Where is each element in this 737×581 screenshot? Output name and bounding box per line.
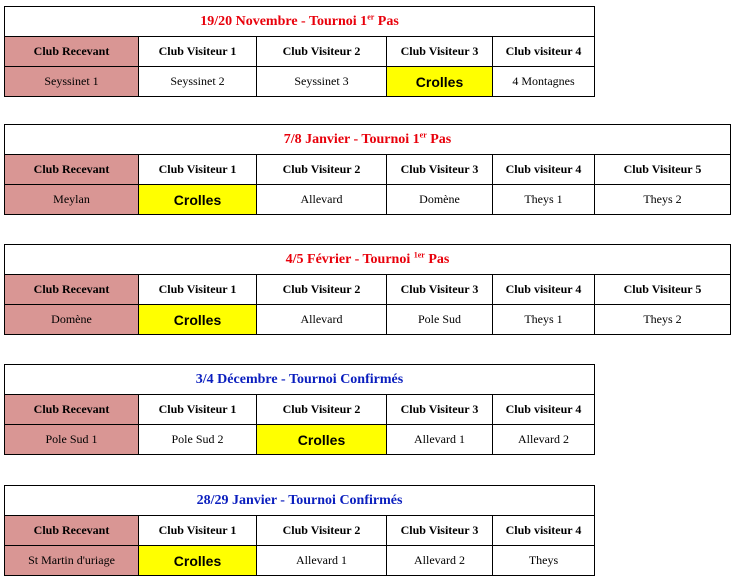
- table-title: 28/29 Janvier - Tournoi Confirmés: [5, 486, 595, 516]
- club-cell: Theys 2: [595, 305, 731, 335]
- header-row: [5, 395, 595, 425]
- highlighted-club-cell: Crolles: [139, 305, 257, 335]
- host-club-cell: Domène: [5, 305, 139, 335]
- header-cell: Club Visiteur 3: [387, 275, 493, 305]
- header-cell: Club Visiteur 2: [257, 395, 387, 425]
- header-cell: Club visiteur 4: [493, 275, 595, 305]
- header-row: [5, 275, 731, 305]
- highlighted-club-cell: Crolles: [387, 67, 493, 97]
- table-title: 19/20 Novembre - Tournoi 1er Pas: [5, 7, 595, 37]
- table-title: 4/5 Février - Tournoi $^{1er}$ Pas: [5, 245, 731, 275]
- table-row: [5, 67, 595, 97]
- table-row: [5, 546, 595, 576]
- table-title: 7/8 Janvier - Tournoi 1er Pas: [5, 125, 731, 155]
- table-title: 3/4 Décembre - Tournoi Confirmés: [5, 365, 595, 395]
- header-cell: Club Visiteur 1: [139, 516, 257, 546]
- header-cell: Club visiteur 4: [493, 516, 595, 546]
- header-cell: Club Visiteur 2: [257, 37, 387, 67]
- header-cell: Club Visiteur 3: [387, 37, 493, 67]
- club-cell: Allevard 1: [387, 425, 493, 455]
- header-cell: Club Recevant: [5, 395, 139, 425]
- header-cell: Club Visiteur 1: [139, 37, 257, 67]
- schedule-table-1: [4, 6, 595, 97]
- club-cell: Seyssinet 3: [257, 67, 387, 97]
- club-cell: Theys: [493, 546, 595, 576]
- club-cell: Allevard 2: [493, 425, 595, 455]
- highlighted-club-cell: Crolles: [257, 425, 387, 455]
- header-cell: Club Visiteur 5: [595, 275, 731, 305]
- highlighted-club-cell: Crolles: [139, 185, 257, 215]
- schedule-table-4: [4, 364, 595, 455]
- club-cell: Allevard: [257, 185, 387, 215]
- header-cell: Club Recevant: [5, 516, 139, 546]
- club-cell: Pole Sud 2: [139, 425, 257, 455]
- table-row: [5, 305, 731, 335]
- header-cell: Club Visiteur 5: [595, 155, 731, 185]
- host-club-cell: Pole Sud 1: [5, 425, 139, 455]
- club-cell: 4 Montagnes: [493, 67, 595, 97]
- host-club-cell: Seyssinet 1: [5, 67, 139, 97]
- header-cell: Club Recevant: [5, 37, 139, 67]
- header-cell: Club Visiteur 3: [387, 155, 493, 185]
- club-cell: Theys 1: [493, 305, 595, 335]
- schedule-table-3: [4, 244, 731, 335]
- club-cell: Allevard: [257, 305, 387, 335]
- header-cell: Club Recevant: [5, 275, 139, 305]
- header-cell: Club Visiteur 3: [387, 516, 493, 546]
- header-cell: Club Visiteur 2: [257, 275, 387, 305]
- header-cell: Club Visiteur 1: [139, 395, 257, 425]
- header-row: [5, 155, 731, 185]
- header-cell: Club Visiteur 3: [387, 395, 493, 425]
- header-cell: Club Visiteur 2: [257, 155, 387, 185]
- table-row: [5, 185, 731, 215]
- club-cell: Allevard 1: [257, 546, 387, 576]
- header-row: [5, 37, 595, 67]
- club-cell: Domène: [387, 185, 493, 215]
- club-cell: Theys 1: [493, 185, 595, 215]
- club-cell: Pole Sud: [387, 305, 493, 335]
- host-club-cell: St Martin d'uriage: [5, 546, 139, 576]
- header-cell: Club Visiteur 1: [139, 155, 257, 185]
- schedule-table-2: [4, 124, 731, 215]
- club-cell: Allevard 2: [387, 546, 493, 576]
- header-cell: Club visiteur 4: [493, 155, 595, 185]
- header-cell: Club Recevant: [5, 155, 139, 185]
- highlighted-club-cell: Crolles: [139, 546, 257, 576]
- host-club-cell: Meylan: [5, 185, 139, 215]
- header-cell: Club visiteur 4: [493, 37, 595, 67]
- header-cell: Club Visiteur 1: [139, 275, 257, 305]
- table-row: [5, 425, 595, 455]
- club-cell: Seyssinet 2: [139, 67, 257, 97]
- schedule-table-5: [4, 485, 595, 576]
- club-cell: Theys 2: [595, 185, 731, 215]
- header-row: [5, 516, 595, 546]
- header-cell: Club visiteur 4: [493, 395, 595, 425]
- header-cell: Club Visiteur 2: [257, 516, 387, 546]
